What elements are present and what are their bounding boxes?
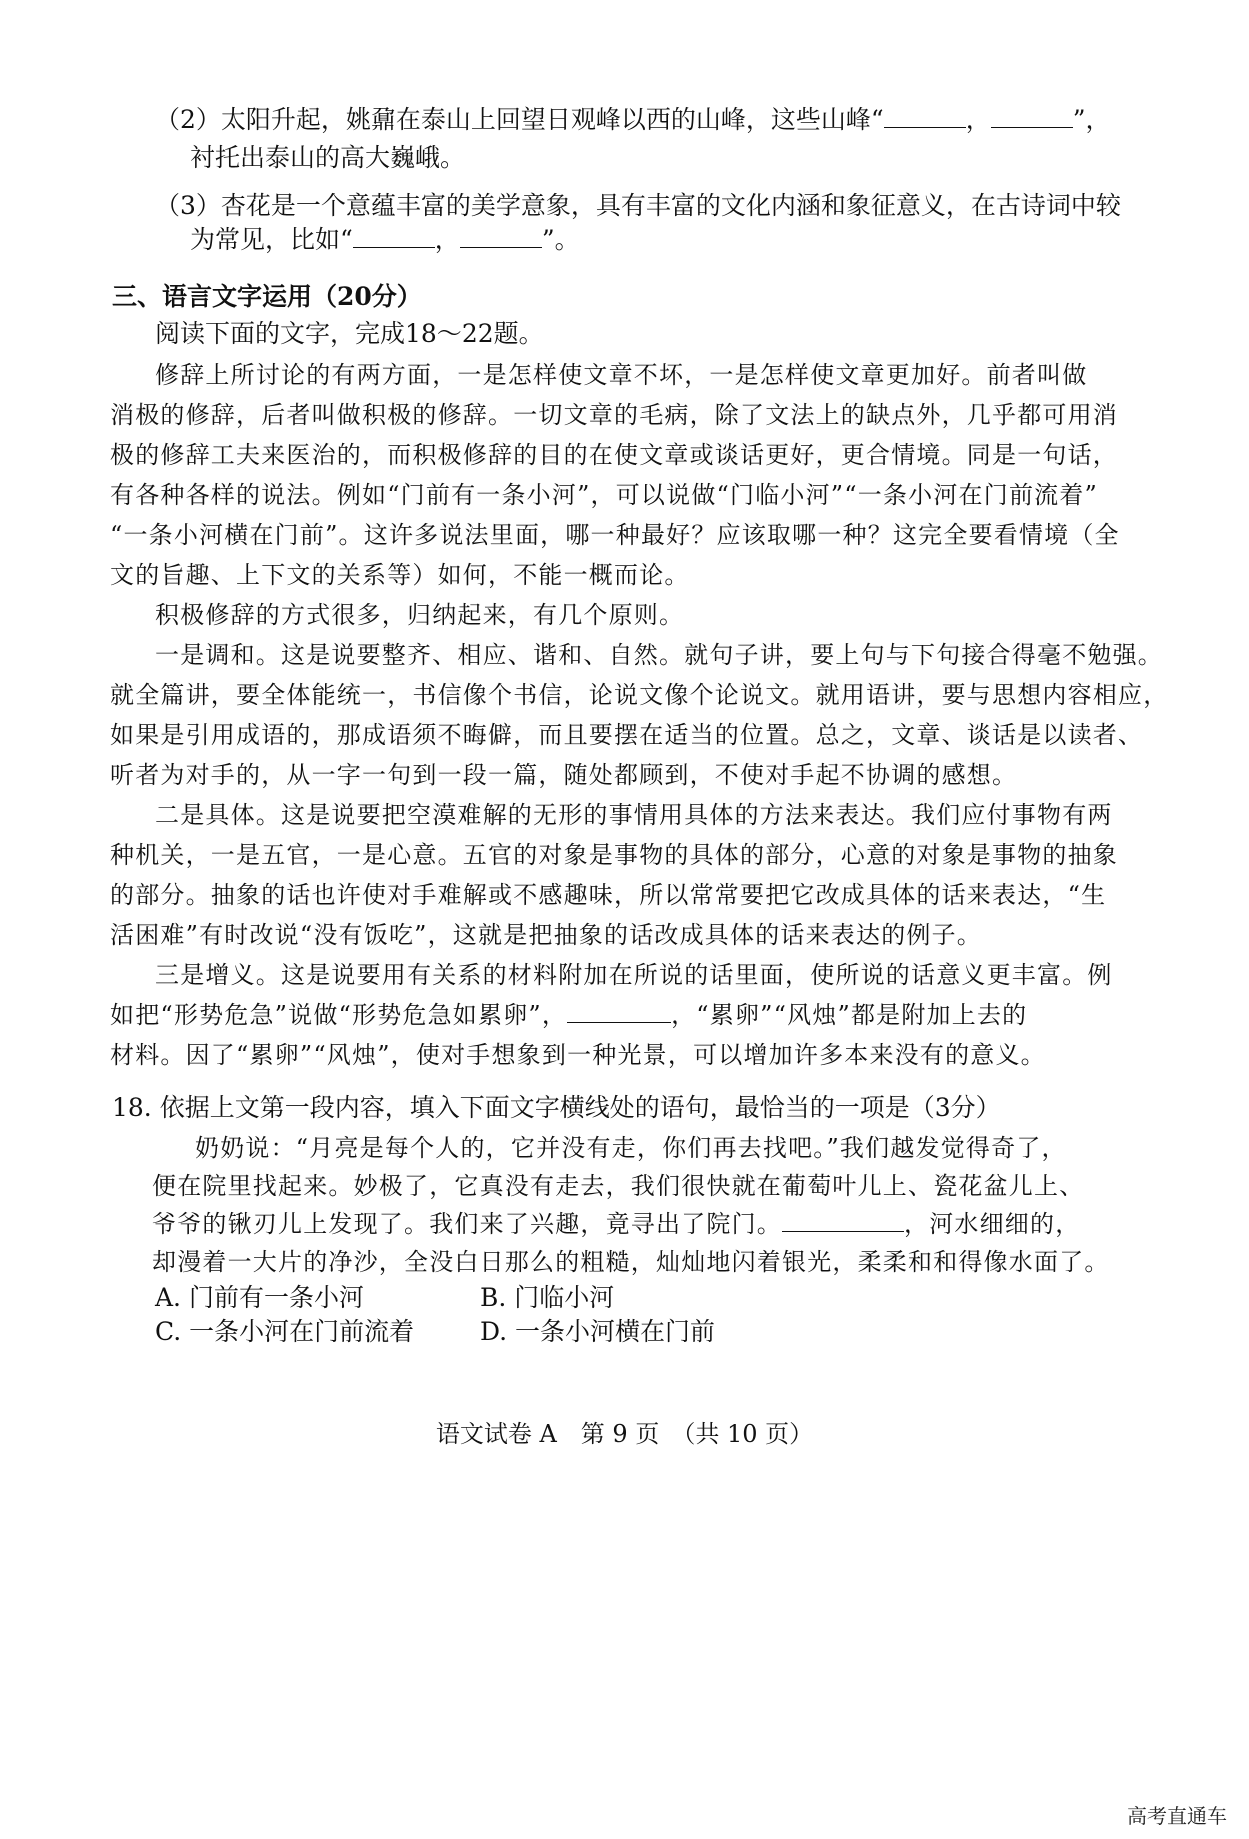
- excerpt-text: 爷爷的锹刃儿上发现了。我们来了兴趣，竟寻出了院门。: [152, 1210, 782, 1238]
- passage-line: 活困难”有时改说“没有饭吃”，这就是把抽象的话改成具体的话来表达的例子。: [110, 921, 983, 949]
- option-d: D. 一条小河横在门前: [480, 1317, 716, 1346]
- answer-blank: [353, 225, 435, 248]
- section-heading: 三、语言文字运用（20分）: [112, 282, 422, 311]
- passage-line: 材料。因了“累卵”“风烛”，使对手想象到一种光景，可以增加许多本来没有的意义。: [110, 1041, 1046, 1069]
- passage-line: 积极修辞的方式很多，归纳起来，有几个原则。: [155, 601, 685, 629]
- answer-blank: [884, 105, 966, 128]
- blank-separator: ，: [434, 225, 460, 254]
- excerpt-line: 奶奶说：“月亮是每个人的，它并没有走，你们再去找吧。”我们越发觉得奇了，: [195, 1134, 1067, 1162]
- passage-line: 二是具体。这是说要把空漠难解的无形的事情用具体的方法来表达。我们应付事物有两: [155, 801, 1113, 829]
- excerpt-line-with-blank: [152, 1204, 1080, 1239]
- question-18-stem: 18. 依据上文第一段内容，填入下面文字横线处的语句，最恰当的一项是（3分）: [112, 1093, 1001, 1122]
- passage-line: 有各种各样的说法。例如“门前有一条小河”，可以说做“门临小河”“一条小河在门前流着”: [110, 481, 1099, 509]
- passage-line: 就全篇讲，要全体能统一，书信像个书信，论说文像个论说文。就用语讲，要与思想内容相应，: [110, 681, 1169, 709]
- passage-text: 如把“形势危急”说做“形势危急如累卵”，: [110, 1001, 568, 1029]
- option-a: A. 门前有一条小河: [155, 1283, 364, 1312]
- passage-line: 修辞上所讨论的有两方面，一是怎样使文章不坏，一是怎样使文章更加好。前者叫做: [155, 361, 1088, 389]
- fill-question-3-prefix: 为常见，比如“: [190, 225, 353, 254]
- passage-text: ，“累卵”“风烛”都是附加上去的: [671, 1001, 1028, 1029]
- passage-line: “一条小河横在门前”。这许多说法里面，哪一种最好？应该取哪一种？这完全要看情境（全: [110, 521, 1120, 549]
- blank-separator: ，: [965, 105, 991, 134]
- answer-blank: [460, 225, 542, 248]
- excerpt-line: 便在院里找起来。妙极了，它真没有走去，我们很快就在葡萄叶儿上、瓷花盆儿上、: [152, 1172, 1085, 1200]
- passage-line: 种机关，一是五官，一是心意。五官的对象是事物的具体的部分，心意的对象是事物的抽象: [110, 841, 1118, 869]
- option-b: B. 门临小河: [480, 1283, 615, 1312]
- passage-line: 如果是引用成语的，那成语须不晦僻，而且要摆在适当的位置。总之，文章、谈话是以读者、: [110, 721, 1144, 749]
- passage-line: 的部分。抽象的话也许使对手难解或不感趣味，所以常常要把它改成具体的话来表达，“生: [110, 881, 1107, 909]
- passage-line: 听者为对手的，从一字一句到一段一篇，随处都顾到，不使对手起不协调的感想。: [110, 761, 1018, 789]
- passage-line: 极的修辞工夫来医治的，而积极修辞的目的在使文章或谈话更好，更合情境。同是一句话，: [110, 441, 1118, 469]
- excerpt-line: 却漫着一大片的净沙，全没白日那么的粗糙，灿灿地闪着银光，柔柔和和得像水面了。: [152, 1248, 1110, 1276]
- answer-blank: [567, 1000, 671, 1023]
- answer-blank: [782, 1209, 904, 1232]
- excerpt-text: ，河水细细的，: [904, 1210, 1081, 1238]
- fill-question-3-line2: [190, 220, 580, 256]
- passage-line: 消极的修辞，后者叫做积极的修辞。一切文章的毛病，除了文法上的缺点外，几乎都可用消: [110, 401, 1118, 429]
- passage-line-with-blank: [110, 995, 1027, 1030]
- section-instruction: 阅读下面的文字，完成18～22题。: [155, 319, 544, 348]
- fill-question-2-suffix: ”，: [1072, 105, 1111, 134]
- fill-question-2: [155, 100, 1111, 136]
- passage-line: 一是调和。这是说要整齐、相应、谐和、自然。就句子讲，要上句与下句接合得毫不勉强。: [155, 641, 1163, 669]
- passage-line: 文的旨趣、上下文的关系等）如何，不能一概而论。: [110, 561, 690, 589]
- answer-blank: [991, 105, 1073, 128]
- fill-question-3: （3）杏花是一个意蕴丰富的美学意象，具有丰富的文化内涵和象征意义，在古诗词中较: [155, 191, 1121, 220]
- fill-question-2-prefix: （2）太阳升起，姚鼐在泰山上回望日观峰以西的山峰，这些山峰“: [155, 105, 884, 134]
- watermark: 高考直通车: [1127, 1804, 1227, 1828]
- passage-line: 三是增义。这是说要用有关系的材料附加在所说的话里面，使所说的话意义更丰富。例: [155, 961, 1113, 989]
- option-c: C. 一条小河在门前流着: [155, 1317, 415, 1346]
- fill-question-3-suffix: ”。: [541, 225, 580, 254]
- page-footer: 语文试卷 A 第 9 页 （共 10 页）: [435, 1420, 814, 1448]
- fill-question-2-line2: 衬托出泰山的高大巍峨。: [190, 143, 466, 172]
